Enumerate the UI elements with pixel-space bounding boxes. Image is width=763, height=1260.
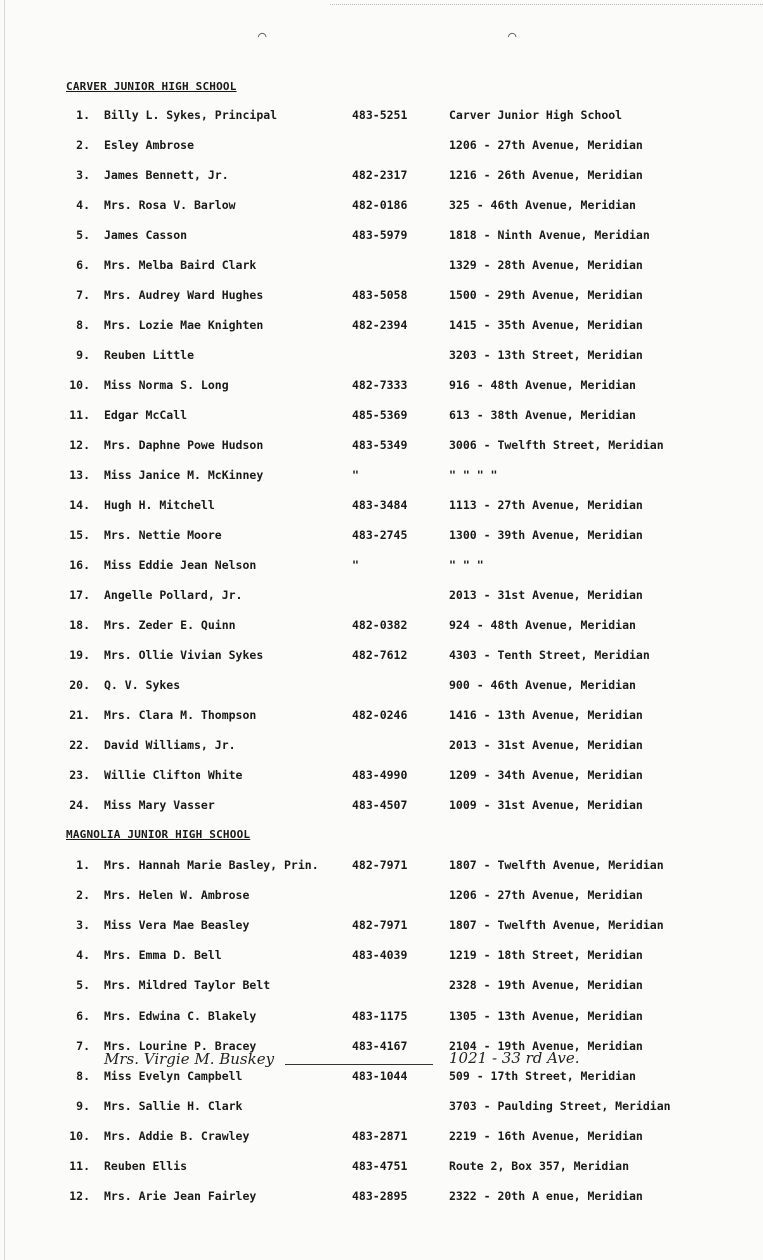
staff-name: Mrs. Helen W. Ambrose: [104, 888, 250, 902]
staff-name: Angelle Pollard, Jr.: [104, 588, 243, 602]
row-number: 2.: [76, 138, 90, 152]
phone-number: 483-5349: [352, 438, 408, 452]
row-number: 1.: [76, 858, 90, 872]
address: 1206 - 27th Avenue, Meridian: [449, 138, 643, 152]
staff-row: [0, 318, 763, 336]
row-number: 7.: [76, 1039, 90, 1053]
staff-row: [0, 498, 763, 516]
row-number: 4.: [76, 948, 90, 962]
staff-row: [0, 708, 763, 726]
row-number: 7.: [76, 288, 90, 302]
staff-row: [0, 408, 763, 426]
address: 2328 - 19th Avenue, Meridian: [449, 978, 643, 992]
staff-name: Mrs. Emma D. Bell: [104, 948, 222, 962]
phone-number: 483-4039: [352, 948, 408, 962]
staff-row: [0, 138, 763, 156]
address: 2013 - 31st Avenue, Meridian: [449, 588, 643, 602]
punch-mark: ⌒: [258, 28, 267, 44]
address: 924 - 48th Avenue, Meridian: [449, 618, 636, 632]
address: 1300 - 39th Avenue, Meridian: [449, 528, 643, 542]
phone-number: 483-4507: [352, 798, 408, 812]
address: 3203 - 13th Street, Meridian: [449, 348, 643, 362]
staff-row: [0, 348, 763, 366]
phone-number: 482-7971: [352, 918, 408, 932]
handwritten-address: 1021 - 33 rd Ave.: [449, 1049, 580, 1067]
staff-row: [0, 678, 763, 696]
staff-row: [0, 798, 763, 816]
address: " " " ": [449, 468, 498, 482]
row-number: 14.: [69, 498, 90, 512]
phone-number: ": [352, 468, 359, 482]
staff-name: Edgar McCall: [104, 408, 188, 422]
phone-number: 483-5058: [352, 288, 408, 302]
staff-row: [0, 1159, 763, 1177]
staff-name: Mrs. Sallie H. Clark: [104, 1099, 243, 1113]
staff-name: David Williams, Jr.: [104, 738, 236, 752]
staff-row: [0, 1009, 763, 1027]
row-number: 3.: [76, 168, 90, 182]
row-number: 18.: [69, 618, 90, 632]
staff-row: [0, 288, 763, 306]
staff-row: [0, 648, 763, 666]
address: 1209 - 34th Avenue, Meridian: [449, 768, 643, 782]
phone-number: 482-0382: [352, 618, 408, 632]
row-number: 3.: [76, 918, 90, 932]
staff-row: [0, 1099, 763, 1117]
staff-row: [0, 618, 763, 636]
phone-number: 482-7612: [352, 648, 408, 662]
row-number: 10.: [69, 378, 90, 392]
staff-name: Miss Evelyn Campbell: [104, 1069, 243, 1083]
phone-number: 483-3484: [352, 498, 408, 512]
staff-row: [0, 198, 763, 216]
staff-row: [0, 738, 763, 756]
staff-name: Billy L. Sykes, Principal: [104, 108, 278, 122]
staff-row: [0, 588, 763, 606]
row-number: 13.: [69, 468, 90, 482]
row-number: 4.: [76, 198, 90, 212]
staff-name: Willie Clifton White: [104, 768, 243, 782]
address: 325 - 46th Avenue, Meridian: [449, 198, 636, 212]
address: 1818 - Ninth Avenue, Meridian: [449, 228, 650, 242]
phone-number: 485-5369: [352, 408, 408, 422]
address: 3006 - Twelfth Street, Meridian: [449, 438, 664, 452]
staff-row: [0, 558, 763, 576]
handwritten-line: [285, 1064, 433, 1065]
staff-name: Miss Eddie Jean Nelson: [104, 558, 257, 572]
row-number: 22.: [69, 738, 90, 752]
address: " " ": [449, 558, 484, 572]
address: 1219 - 18th Street, Meridian: [449, 948, 643, 962]
staff-name: Miss Norma S. Long: [104, 378, 229, 392]
row-number: 5.: [76, 978, 90, 992]
section-heading: MAGNOLIA JUNIOR HIGH SCHOOL: [66, 828, 251, 841]
row-number: 2.: [76, 888, 90, 902]
phone-number: 483-2745: [352, 528, 408, 542]
staff-row: [0, 228, 763, 246]
address: 2219 - 16th Avenue, Meridian: [449, 1129, 643, 1143]
address: 1206 - 27th Avenue, Meridian: [449, 888, 643, 902]
page-top-edge: [330, 0, 763, 5]
staff-row: [0, 858, 763, 876]
row-number: 10.: [69, 1129, 90, 1143]
staff-name: Mrs. Clara M. Thompson: [104, 708, 257, 722]
row-number: 9.: [76, 348, 90, 362]
phone-number: 482-2317: [352, 168, 408, 182]
address: Route 2, Box 357, Meridian: [449, 1159, 630, 1173]
row-number: 1.: [76, 108, 90, 122]
row-number: 11.: [69, 1159, 90, 1173]
staff-name: James Bennett, Jr.: [104, 168, 229, 182]
row-number: 12.: [69, 1189, 90, 1203]
staff-name: Esley Ambrose: [104, 138, 195, 152]
staff-row: [0, 948, 763, 966]
row-number: 21.: [69, 708, 90, 722]
phone-number: 482-2394: [352, 318, 408, 332]
staff-row: [0, 528, 763, 546]
address: 1009 - 31st Avenue, Meridian: [449, 798, 643, 812]
handwritten-name: Mrs. Virgie M. Buskey: [104, 1050, 275, 1068]
staff-name: Reuben Little: [104, 348, 195, 362]
staff-name: Mrs. Lourine P. Bracey: [104, 1039, 257, 1053]
row-number: 5.: [76, 228, 90, 242]
staff-row: [0, 108, 763, 126]
staff-name: Miss Mary Vasser: [104, 798, 215, 812]
address: 1329 - 28th Avenue, Meridian: [449, 258, 643, 272]
staff-row: [0, 978, 763, 996]
staff-name: Mrs. Ollie Vivian Sykes: [104, 648, 264, 662]
row-number: 15.: [69, 528, 90, 542]
address: Carver Junior High School: [449, 108, 623, 122]
staff-name: Mrs. Rosa V. Barlow: [104, 198, 236, 212]
phone-number: 483-4990: [352, 768, 408, 782]
staff-name: Hugh H. Mitchell: [104, 498, 215, 512]
staff-row: [0, 168, 763, 186]
row-number: 9.: [76, 1099, 90, 1113]
staff-name: Reuben Ellis: [104, 1159, 188, 1173]
staff-row: [0, 918, 763, 936]
staff-name: Q. V. Sykes: [104, 678, 181, 692]
staff-name: Mrs. Lozie Mae Knighten: [104, 318, 264, 332]
phone-number: 483-1044: [352, 1069, 408, 1083]
phone-number: 483-5979: [352, 228, 408, 242]
phone-number: 483-4167: [352, 1039, 408, 1053]
phone-number: 482-7971: [352, 858, 408, 872]
phone-number: 483-2895: [352, 1189, 408, 1203]
address: 509 - 17th Street, Meridian: [449, 1069, 636, 1083]
phone-number: 483-2871: [352, 1129, 408, 1143]
row-number: 12.: [69, 438, 90, 452]
phone-number: 482-0186: [352, 198, 408, 212]
staff-name: Miss Vera Mae Beasley: [104, 918, 250, 932]
phone-number: 482-7333: [352, 378, 408, 392]
row-number: 17.: [69, 588, 90, 602]
staff-name: Mrs. Zeder E. Quinn: [104, 618, 236, 632]
staff-name: Mrs. Melba Baird Clark: [104, 258, 257, 272]
staff-row: [0, 1189, 763, 1207]
address: 900 - 46th Avenue, Meridian: [449, 678, 636, 692]
phone-number: 483-5251: [352, 108, 408, 122]
staff-row: [0, 1129, 763, 1147]
staff-name: Miss Janice M. McKinney: [104, 468, 264, 482]
row-number: 8.: [76, 318, 90, 332]
address: 1216 - 26th Avenue, Meridian: [449, 168, 643, 182]
staff-row: [0, 378, 763, 396]
staff-row: [0, 1069, 763, 1087]
staff-name: Mrs. Hannah Marie Basley, Prin.: [104, 858, 319, 872]
phone-number: 482-0246: [352, 708, 408, 722]
row-number: 20.: [69, 678, 90, 692]
staff-name: James Casson: [104, 228, 188, 242]
staff-row: [0, 438, 763, 456]
address: 1500 - 29th Avenue, Meridian: [449, 288, 643, 302]
staff-row: [0, 468, 763, 486]
row-number: 19.: [69, 648, 90, 662]
address: 1415 - 35th Avenue, Meridian: [449, 318, 643, 332]
address: 1416 - 13th Avenue, Meridian: [449, 708, 643, 722]
address: 613 - 38th Avenue, Meridian: [449, 408, 636, 422]
staff-name: Mrs. Mildred Taylor Belt: [104, 978, 271, 992]
staff-name: Mrs. Nettie Moore: [104, 528, 222, 542]
staff-name: Mrs. Arie Jean Fairley: [104, 1189, 257, 1203]
address: 1807 - Twelfth Avenue, Meridian: [449, 918, 664, 932]
phone-number: 483-4751: [352, 1159, 408, 1173]
address: 916 - 48th Avenue, Meridian: [449, 378, 636, 392]
section-heading: CARVER JUNIOR HIGH SCHOOL: [66, 80, 237, 93]
staff-name: Mrs. Daphne Powe Hudson: [104, 438, 264, 452]
address: 2013 - 31st Avenue, Meridian: [449, 738, 643, 752]
staff-name: Mrs. Edwina C. Blakely: [104, 1009, 257, 1023]
staff-row: [0, 768, 763, 786]
row-number: 6.: [76, 1009, 90, 1023]
staff-row: [0, 258, 763, 276]
address: 1807 - Twelfth Avenue, Meridian: [449, 858, 664, 872]
row-number: 6.: [76, 258, 90, 272]
row-number: 8.: [76, 1069, 90, 1083]
row-number: 11.: [69, 408, 90, 422]
staff-row: [0, 888, 763, 906]
address: 2322 - 20th A enue, Meridian: [449, 1189, 643, 1203]
phone-number: ": [352, 558, 359, 572]
address: 4303 - Tenth Street, Meridian: [449, 648, 650, 662]
staff-name: Mrs. Audrey Ward Hughes: [104, 288, 264, 302]
phone-number: 483-1175: [352, 1009, 408, 1023]
address: 1305 - 13th Avenue, Meridian: [449, 1009, 643, 1023]
row-number: 24.: [69, 798, 90, 812]
row-number: 23.: [69, 768, 90, 782]
staff-name: Mrs. Addie B. Crawley: [104, 1129, 250, 1143]
address: 3703 - Paulding Street, Meridian: [449, 1099, 671, 1113]
punch-mark: ⌒: [508, 28, 517, 44]
address: 1113 - 27th Avenue, Meridian: [449, 498, 643, 512]
row-number: 16.: [69, 558, 90, 572]
address: 2104 - 19th Avenue, Meridian: [449, 1039, 643, 1053]
